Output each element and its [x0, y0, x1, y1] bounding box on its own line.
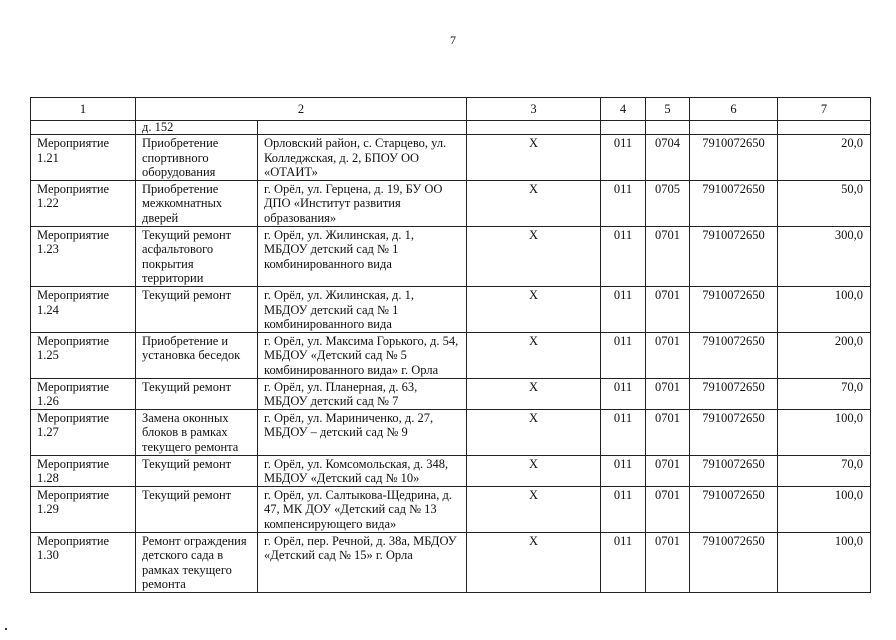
cell-empty — [646, 121, 690, 135]
name-cell: Приобретение спортивного оборудования — [136, 135, 258, 181]
code-6-cell: 7910072650 — [690, 378, 778, 409]
code-6-cell: 7910072650 — [690, 226, 778, 286]
x-mark-cell: X — [467, 135, 601, 181]
amount-cell: 70,0 — [778, 455, 871, 486]
code-5-cell: 0701 — [646, 332, 690, 378]
name-cell: Приобретение межкомнатных дверей — [136, 180, 258, 226]
code-6-cell: 7910072650 — [690, 532, 778, 592]
code-4-cell: 011 — [601, 486, 646, 532]
amount-cell: 100,0 — [778, 532, 871, 592]
x-mark-cell: X — [467, 455, 601, 486]
code-4-cell: 011 — [601, 286, 646, 332]
column-header: 1 — [31, 98, 136, 121]
amount-cell: 50,0 — [778, 180, 871, 226]
name-cell: Приобретение и установка беседок — [136, 332, 258, 378]
table-row — [31, 332, 871, 378]
column-header: 3 — [467, 98, 601, 121]
table-row — [31, 532, 871, 592]
table-row — [31, 455, 871, 486]
column-header: 7 — [778, 98, 871, 121]
amount-cell: 200,0 — [778, 332, 871, 378]
address-cell: г. Орёл, пер. Речной, д. 38а, МБДОУ «Детский сад № 15» г. Орла — [258, 532, 467, 592]
code-4-cell: 011 — [601, 532, 646, 592]
address-cell: г. Орёл, ул. Мариниченко, д. 27, МБДОУ – детский сад № 9 — [258, 409, 467, 455]
code-6-cell: 7910072650 — [690, 455, 778, 486]
header-row — [31, 98, 871, 121]
code-4-cell: 011 — [601, 409, 646, 455]
code-5-cell: 0701 — [646, 409, 690, 455]
column-header: 6 — [690, 98, 778, 121]
code-6-cell: 7910072650 — [690, 286, 778, 332]
event-cell: Мероприятие 1.30 — [31, 532, 136, 592]
table-row — [31, 286, 871, 332]
amount-cell: 100,0 — [778, 409, 871, 455]
address-cell: г. Орёл, ул. Салтыкова-Щедрина, д. 47, МК ДОУ «Детский сад № 13 компенсирующего вида» — [258, 486, 467, 532]
code-5-cell: 0701 — [646, 226, 690, 286]
table-row — [31, 180, 871, 226]
name-cell: Текущий ремонт — [136, 378, 258, 409]
cell-empty — [690, 121, 778, 135]
event-cell: Мероприятие 1.25 — [31, 332, 136, 378]
column-header: 2 — [136, 98, 467, 121]
code-4-cell: 011 — [601, 226, 646, 286]
table-row — [31, 486, 871, 532]
table-row — [31, 135, 871, 181]
amount-cell: 300,0 — [778, 226, 871, 286]
cell-empty — [601, 121, 646, 135]
code-6-cell: 7910072650 — [690, 332, 778, 378]
address-cell: г. Орёл, ул. Планерная, д. 63, МБДОУ детский сад № 7 — [258, 378, 467, 409]
amount-cell: 100,0 — [778, 486, 871, 532]
event-cell: Мероприятие 1.24 — [31, 286, 136, 332]
event-cell: Мероприятие 1.21 — [31, 135, 136, 181]
address-cell: г. Орёл, ул. Жилинская, д. 1, МБДОУ детский сад № 1 комбинированного вида — [258, 226, 467, 286]
address-cell: г. Орёл, ул. Герцена, д. 19, БУ ОО ДПО «Институт развития образования» — [258, 180, 467, 226]
code-5-cell: 0701 — [646, 286, 690, 332]
page-number: 7 — [450, 33, 456, 47]
table-row — [31, 378, 871, 409]
event-cell: Мероприятие 1.28 — [31, 455, 136, 486]
name-cell: Текущий ремонт — [136, 486, 258, 532]
code-6-cell: 7910072650 — [690, 180, 778, 226]
x-mark-cell: X — [467, 378, 601, 409]
address-cell: Орловский район, с. Старцево, ул. Колледжская, д. 2, БПОУ ОО «ОТАИТ» — [258, 135, 467, 181]
code-5-cell: 0701 — [646, 455, 690, 486]
address-cell: г. Орёл, ул. Комсомольская, д. 348, МБДОУ «Детский сад № 10» — [258, 455, 467, 486]
budget-table — [30, 97, 871, 593]
code-4-cell: 011 — [601, 455, 646, 486]
amount-cell: 100,0 — [778, 286, 871, 332]
address-cell: г. Орёл, ул. Максима Горького, д. 54, МБДОУ «Детский сад № 5 комбинированного вида» г. Орла — [258, 332, 467, 378]
code-4-cell: 011 — [601, 378, 646, 409]
table-row — [31, 409, 871, 455]
continuation-text: д. 152 — [136, 121, 258, 135]
x-mark-cell: X — [467, 486, 601, 532]
event-cell: Мероприятие 1.22 — [31, 180, 136, 226]
x-mark-cell: X — [467, 286, 601, 332]
scan-speck — [5, 628, 7, 630]
address-cell: г. Орёл, ул. Жилинская, д. 1, МБДОУ детский сад № 1 комбинированного вида — [258, 286, 467, 332]
name-cell: Текущий ремонт — [136, 286, 258, 332]
code-4-cell: 011 — [601, 332, 646, 378]
name-cell: Текущий ремонт — [136, 455, 258, 486]
name-cell: Замена оконных блоков в рамках текущего ремонта — [136, 409, 258, 455]
name-cell: Текущий ремонт асфальтового покрытия территории — [136, 226, 258, 286]
code-5-cell: 0701 — [646, 378, 690, 409]
x-mark-cell: X — [467, 409, 601, 455]
table-row — [31, 226, 871, 286]
x-mark-cell: X — [467, 332, 601, 378]
code-5-cell: 0704 — [646, 135, 690, 181]
code-5-cell: 0701 — [646, 532, 690, 592]
x-mark-cell: X — [467, 226, 601, 286]
continuation-row — [31, 121, 871, 135]
event-cell: Мероприятие 1.29 — [31, 486, 136, 532]
x-mark-cell: X — [467, 532, 601, 592]
event-cell: Мероприятие 1.27 — [31, 409, 136, 455]
code-4-cell: 011 — [601, 135, 646, 181]
cell-empty — [467, 121, 601, 135]
code-5-cell: 0705 — [646, 180, 690, 226]
cell-empty — [778, 121, 871, 135]
code-5-cell: 0701 — [646, 486, 690, 532]
name-cell: Ремонт ограждения детского сада в рамках текущего ремонта — [136, 532, 258, 592]
column-header: 5 — [646, 98, 690, 121]
event-cell: Мероприятие 1.23 — [31, 226, 136, 286]
cell-empty — [258, 121, 467, 135]
event-cell: Мероприятие 1.26 — [31, 378, 136, 409]
amount-cell: 20,0 — [778, 135, 871, 181]
x-mark-cell: X — [467, 180, 601, 226]
code-6-cell: 7910072650 — [690, 409, 778, 455]
code-6-cell: 7910072650 — [690, 135, 778, 181]
column-header: 4 — [601, 98, 646, 121]
amount-cell: 70,0 — [778, 378, 871, 409]
code-4-cell: 011 — [601, 180, 646, 226]
code-6-cell: 7910072650 — [690, 486, 778, 532]
cell-empty — [31, 121, 136, 135]
